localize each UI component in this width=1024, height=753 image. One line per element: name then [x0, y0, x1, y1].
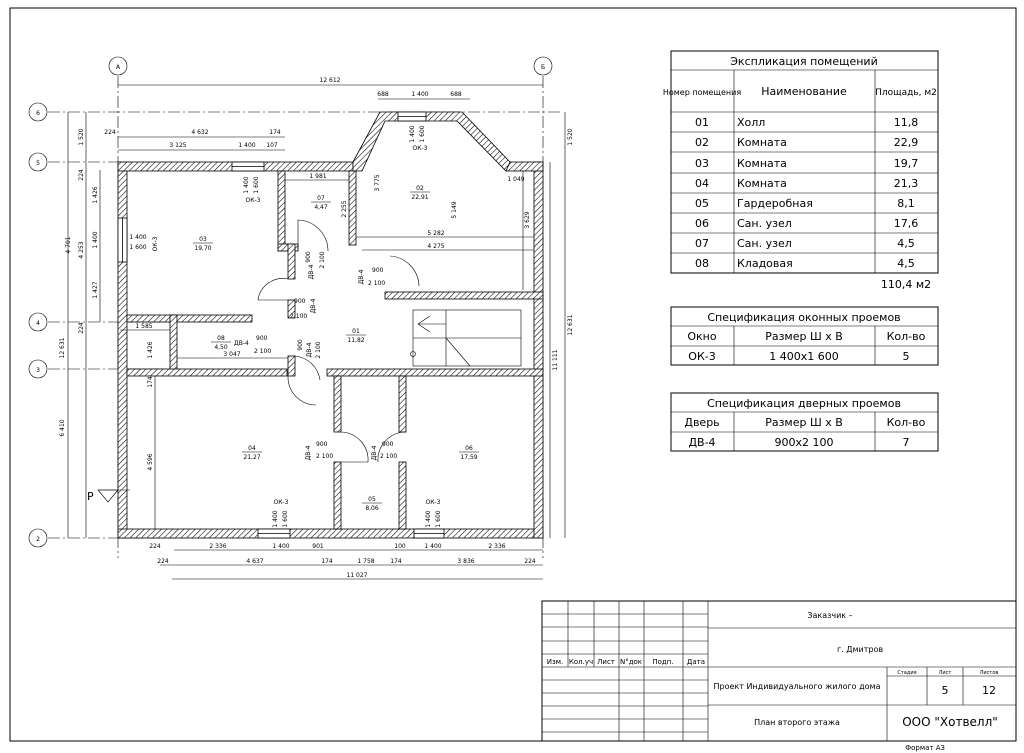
door-label-h: 2 100 [315, 341, 322, 359]
table-row [695, 177, 918, 190]
dim-left-v1: 1 520 [78, 128, 85, 146]
stamp-project: Проект Индивидуального жилого дома [713, 682, 881, 691]
door-label-mark: ДВ-4 [371, 445, 378, 461]
dim-left-v7: 1 427 [92, 281, 99, 299]
door-label-w: 900 [372, 267, 384, 274]
stamp-col-ndok: N°док [619, 658, 643, 666]
win-label-mark: ОК-3 [425, 499, 441, 506]
stamp-stage-label: Стадия [897, 670, 917, 676]
dim-4275: 4 275 [427, 243, 445, 250]
windows-spec-header: Размер Ш х В [765, 330, 843, 343]
cell-num: 08 [695, 257, 709, 270]
axis-label-b: Б [540, 64, 546, 71]
dim-top-total: 12 612 [319, 77, 341, 84]
room-02-label [410, 185, 430, 201]
dim-3047: 3 047 [223, 351, 241, 358]
level-mark-label: Р [87, 490, 94, 503]
door-label-w: 900 [305, 251, 312, 263]
door-label-h: 2 100 [290, 313, 308, 320]
doors-spec-header: Размер Ш х В [765, 416, 843, 429]
win-label-mark: ОК-3 [152, 236, 159, 252]
axis-label-6: 6 [36, 110, 40, 117]
cell-area: 4,5 [897, 237, 915, 250]
room-area: 8,06 [365, 505, 379, 512]
dim-top-bay-left: 688 [377, 91, 389, 98]
win-label-h: 1 600 [419, 125, 426, 143]
win-label-h: 1 600 [129, 244, 147, 251]
windows-spec-header: Кол-во [886, 330, 926, 343]
cell-num: 03 [695, 157, 709, 170]
dimension-lines [68, 85, 565, 579]
door-label-mark: ДВ-4 [305, 445, 312, 461]
windows-spec-cell: 5 [902, 350, 910, 363]
doors-spec-cell: 900х2 100 [774, 436, 834, 449]
room-area: 22,91 [411, 194, 429, 201]
door-label-h: 2 100 [254, 348, 272, 355]
win-label-w: 1 400 [409, 125, 416, 143]
doors-spec-header: Дверь [684, 416, 720, 429]
windows-spec-cell: ОК-3 [688, 350, 716, 363]
table-row [695, 197, 915, 210]
cell-name: Комната [737, 136, 787, 149]
room-06-label [459, 445, 479, 461]
dim-bot2-g: 224 [524, 558, 536, 565]
table-row [695, 237, 915, 250]
dim-bot2-d: 1 758 [357, 558, 375, 565]
explication-col-name: Наименование [761, 85, 847, 98]
cell-area: 17,6 [893, 217, 919, 230]
stamp-col-koluch: Кол.уч [568, 658, 594, 666]
explication-col-num: Номер помещения [662, 88, 742, 97]
floor-plan-walls [118, 112, 543, 538]
axis-label-a: А [115, 64, 121, 71]
dim-left-v4: 1 400 [92, 231, 99, 249]
cell-area: 21,3 [893, 177, 919, 190]
dim-left-v2: 224 [78, 169, 85, 181]
room-number: 03 [199, 236, 207, 243]
cell-name: Холл [737, 116, 766, 129]
cell-num: 01 [695, 116, 709, 129]
room-08-label [211, 335, 231, 351]
dim-bot1-b: 1 400 [272, 543, 290, 550]
cell-area: 11,8 [893, 116, 919, 129]
door-label-mark: ДВ-4 [308, 264, 315, 280]
room-area: 21,27 [243, 454, 261, 461]
dim-5282: 5 282 [427, 230, 445, 237]
stamp-col-data: Дата [686, 658, 706, 666]
stamp-sheet-no: 5 [941, 684, 949, 697]
win-label-mark: ОК-3 [273, 499, 289, 506]
door-label-mark: ДВ-4 [306, 342, 313, 358]
win-label-w: 1 400 [272, 510, 279, 528]
door-label-mark: ДВ-4 [310, 298, 317, 314]
axis-label-3: 3 [36, 367, 40, 374]
dim-right-v3: 11 111 [552, 349, 559, 371]
room-area: 19,70 [194, 245, 212, 252]
room-number: 06 [465, 445, 473, 452]
doors-spec-title: Спецификация дверных проемов [707, 397, 901, 410]
dim-left-v13: 4 596 [147, 453, 154, 471]
windows-spec-table [671, 307, 938, 365]
dim-bot1-a: 2 336 [209, 543, 227, 550]
cell-area: 22,9 [893, 136, 919, 149]
win-label-w: 1 400 [425, 510, 432, 528]
dim-bot1-c: 901 [312, 543, 324, 550]
dim-r2-b: 4 632 [191, 129, 209, 136]
dim-r2-c: 174 [269, 129, 281, 136]
dim-top-bay-right: 688 [450, 91, 462, 98]
dim-bot1-f: 2 336 [488, 543, 506, 550]
doors-spec-cell: ДВ-4 [688, 436, 716, 449]
cell-name: Кладовая [737, 257, 793, 270]
room-05-label [362, 496, 382, 512]
windows-spec-title: Спецификация оконных проемов [707, 311, 901, 324]
dim-3775: 3 775 [374, 174, 381, 192]
dim-bot-left-224: 224 [149, 543, 161, 550]
room-number: 08 [217, 335, 225, 342]
stamp-sheets-label: Листов [979, 670, 999, 676]
room-area: 17,59 [460, 454, 478, 461]
stamp-col-podp: Подп. [652, 658, 674, 666]
cell-area: 8,1 [897, 197, 915, 210]
dim-1981: 1 981 [309, 173, 327, 180]
explication-title: Экспликация помещений [730, 55, 878, 68]
dim-bot2-f: 3 836 [457, 558, 475, 565]
cell-num: 04 [695, 177, 709, 190]
stamp-city: г. Дмитров [836, 645, 884, 654]
room-number: 05 [368, 496, 376, 503]
table-row [695, 136, 918, 149]
dim-left-v8: 224 [78, 322, 85, 334]
dim-bot2-c: 174 [321, 558, 333, 565]
dim-bot3: 11 027 [346, 572, 368, 579]
door-label-h: 2 100 [319, 251, 326, 269]
door-label-w: 900 [294, 298, 306, 305]
room-number: 02 [416, 185, 424, 192]
door-label-w: 900 [382, 441, 394, 448]
dim-r3-c: 107 [266, 142, 278, 149]
cell-area: 19,7 [893, 157, 919, 170]
room-07-label [311, 195, 331, 211]
room-03-label [193, 236, 213, 252]
dim-right-v4: 12 631 [567, 314, 574, 336]
stamp-format: Формат А3 [905, 744, 945, 752]
cell-num: 02 [695, 136, 709, 149]
dim-5149: 5 149 [451, 201, 458, 219]
table-row [695, 257, 915, 270]
dim-bot1-d: 100 [394, 543, 406, 550]
door-label-h: 2 100 [316, 453, 334, 460]
room-01-label [346, 328, 366, 344]
title-block [542, 601, 1016, 752]
axis-label-2: 2 [36, 536, 40, 543]
door-label-mark: ДВ-4 [234, 340, 249, 347]
dim-left-v10: 1 426 [147, 341, 154, 359]
dim-1585: 1 585 [135, 323, 153, 330]
dim-1049: 1 049 [507, 176, 525, 183]
table-row [695, 217, 918, 230]
stamp-customer: Заказчик – [807, 611, 853, 620]
stamp-company: ООО "Хотвелл" [902, 715, 998, 729]
axis-label-4: 4 [36, 320, 40, 327]
dim-left-v9: 12 631 [59, 337, 66, 359]
dim-bot2-b: 4 637 [246, 558, 264, 565]
door-label-mark: ДВ-4 [358, 269, 365, 285]
cell-name: Гардеробная [737, 197, 813, 210]
dim-bot1-e: 1 400 [424, 543, 442, 550]
door-label-h: 2 100 [368, 280, 386, 287]
dim-bot2-e: 174 [390, 558, 402, 565]
cell-name: Комната [737, 157, 787, 170]
door-label-h: 2 100 [380, 453, 398, 460]
dim-left-v12: 6 410 [59, 419, 66, 437]
dim-r3-b: 1 400 [238, 142, 256, 149]
room-number: 04 [248, 445, 256, 452]
win-label-h: 1 600 [282, 510, 289, 528]
cell-name: Сан. узел [737, 217, 792, 230]
staircase [411, 310, 522, 366]
dim-r2-a: 224 [104, 129, 116, 136]
win-label-h: 1 600 [253, 176, 260, 194]
table-row [695, 116, 918, 129]
dim-r3-a: 3 125 [169, 142, 187, 149]
explication-total: 110,4 м2 [880, 278, 932, 291]
room-number: 01 [352, 328, 360, 335]
dim-left-v5: 4 253 [78, 241, 85, 259]
stamp-sheet-label: Лист [938, 670, 952, 676]
dim-2255: 2 255 [341, 200, 348, 218]
windows-spec-header: Окно [687, 330, 717, 343]
win-label-mark: ОК-3 [245, 197, 261, 204]
explication-col-area: Площадь, м2 [875, 88, 937, 98]
cell-num: 06 [695, 217, 709, 230]
dim-top-bay-mid: 1 400 [411, 91, 429, 98]
doors-spec-table [671, 393, 938, 451]
win-label-mark: ОК-3 [412, 145, 428, 152]
door-label-w: 900 [316, 441, 328, 448]
stamp-sheet-title: План второго этажа [754, 718, 840, 727]
table-row [695, 157, 918, 170]
dim-left-v3: 1 426 [92, 186, 99, 204]
room-04-label [242, 445, 262, 461]
cell-area: 4,5 [897, 257, 915, 270]
dim-bot2-a: 224 [157, 558, 169, 565]
cell-name: Сан. узел [737, 237, 792, 250]
doors-spec-cell: 7 [902, 436, 910, 449]
room-area: 4,50 [214, 344, 228, 351]
door-label-w: 900 [297, 339, 304, 351]
door-label-w: 900 [256, 335, 268, 342]
cell-num: 05 [695, 197, 709, 210]
axis-label-5: 5 [36, 160, 40, 167]
dim-left-v11: 174 [147, 376, 154, 388]
explication-table [663, 51, 938, 291]
dim-left-v6: 4 701 [65, 236, 72, 254]
win-label-w: 1 400 [129, 234, 147, 241]
win-label-h: 1 600 [435, 510, 442, 528]
doors-spec-header: Кол-во [886, 416, 926, 429]
windows-spec-cell: 1 400х1 600 [769, 350, 839, 363]
cell-num: 07 [695, 237, 709, 250]
stamp-sheets-total: 12 [982, 684, 996, 697]
room-area: 11,82 [347, 337, 365, 344]
dim-right-v1: 1 520 [567, 128, 574, 146]
cell-name: Комната [737, 177, 787, 190]
stamp-col-izm: Изм. [546, 658, 564, 666]
room-area: 4,47 [314, 204, 328, 211]
win-label-w: 1 400 [243, 176, 250, 194]
room-number: 07 [317, 195, 325, 202]
stamp-col-list: Лист [597, 658, 615, 666]
dim-right-v2: 3 629 [524, 211, 531, 229]
